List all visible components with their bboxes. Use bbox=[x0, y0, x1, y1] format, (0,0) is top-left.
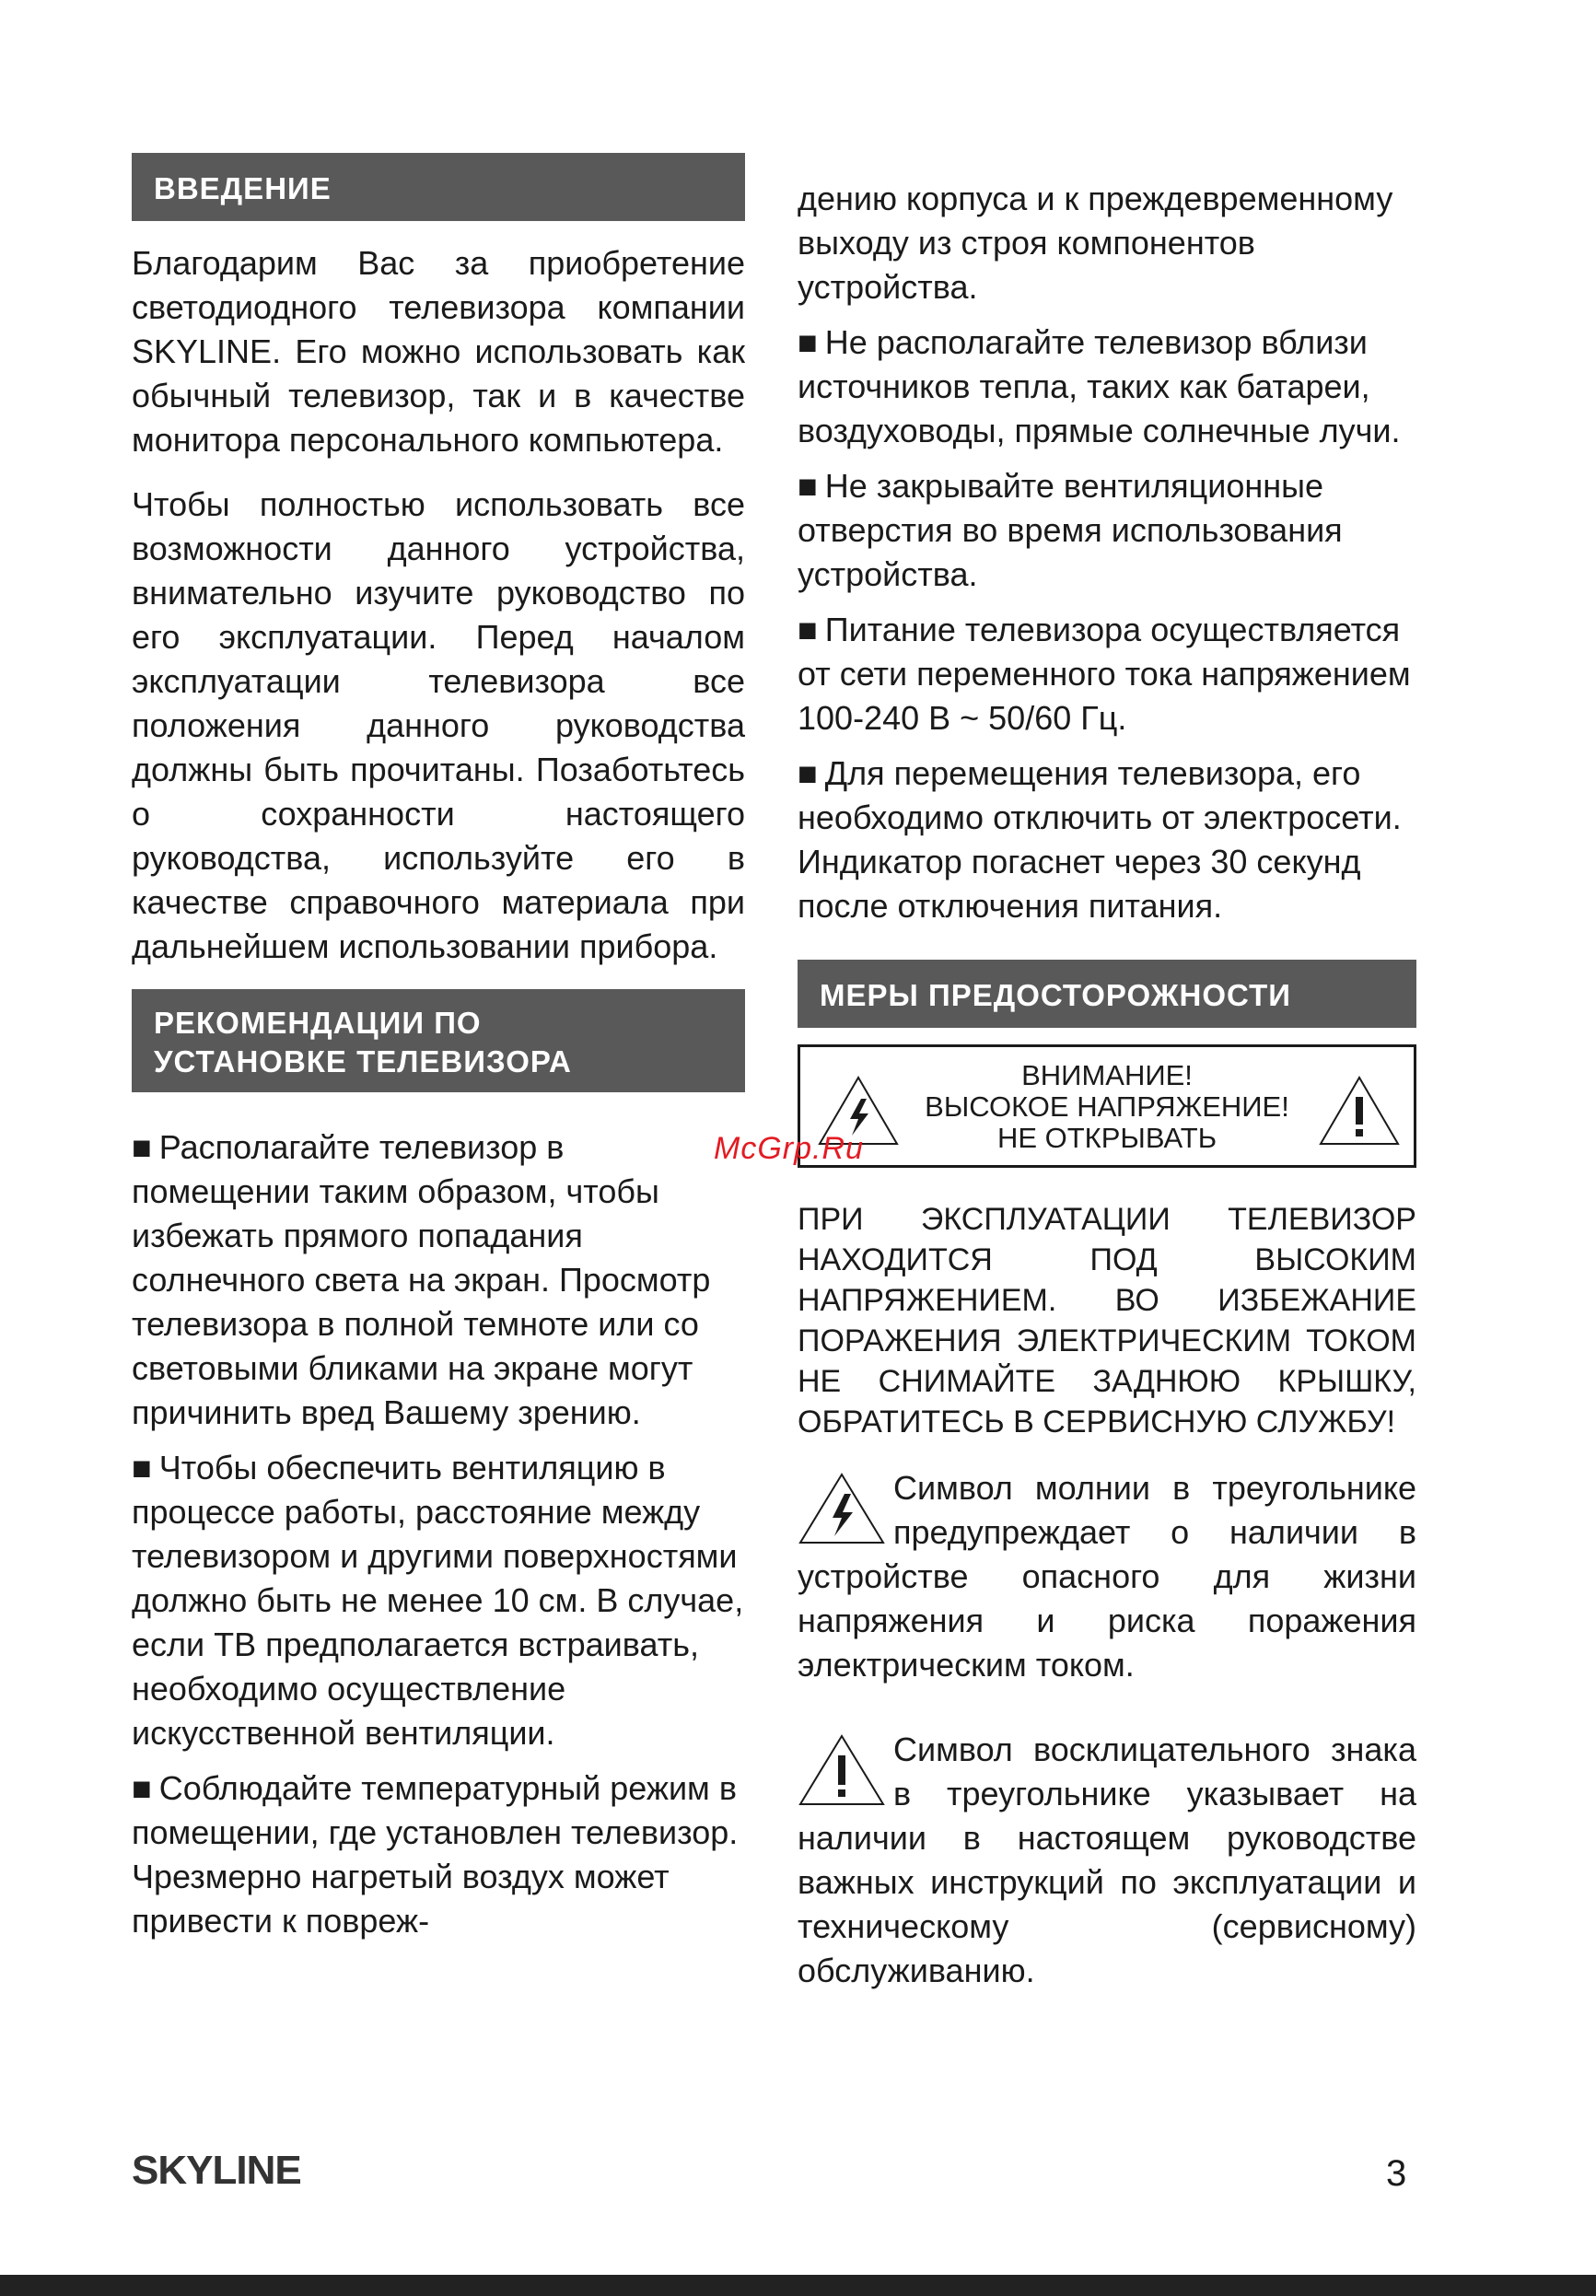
install-item-5-text: Не закрывайте вентиляционные отверстия во время использования устройства. bbox=[798, 467, 1343, 593]
bullet-icon: ■ bbox=[132, 1769, 152, 1807]
install-item-4 bbox=[798, 321, 1416, 453]
bullet-icon: ■ bbox=[132, 1128, 152, 1166]
high-voltage-caps-text: ПРИ ЭКСПЛУАТАЦИИ ТЕЛЕВИЗОР НАХОДИТСЯ ПОД ВЫСОКИМ НАПРЯЖЕНИЕМ. ВО ИЗБЕЖАНИЕ ПОРАЖЕНИЯ ЭЛЕКТРИЧЕСКИМ ТОКОМ НЕ СНИМАЙТЕ ЗАДНЮЮ КРЫШКУ, ОБРАТИТЕСЬ В СЕРВИСНУЮ СЛУЖБУ! bbox=[798, 1202, 1416, 1439]
warning-line-2: ВЫСОКОЕ НАПРЯЖЕНИЕ! bbox=[925, 1090, 1289, 1123]
bullet-icon: ■ bbox=[798, 323, 818, 361]
page-number: 3 bbox=[1386, 2153, 1407, 2194]
lightning-triangle-icon bbox=[798, 1472, 886, 1545]
install-item-3-text-start: Соблюдайте температурный режим в помещении, где установлен телевизор. Чрезмерно нагретый воздух может привести к повреж- bbox=[132, 1769, 739, 1940]
skyline-logo: SKYLINE bbox=[132, 2148, 301, 2193]
right-column bbox=[798, 177, 1416, 1993]
bullet-icon: ■ bbox=[132, 1449, 152, 1486]
intro-paragraph-2: Чтобы полностью использовать все возможности данного устройства, внимательно изучите руководство по его эксплуатации. Перед началом эксплуатации телевизора все положения данного руководства должны быть прочитаны. Позаботьтесь о сохранности настоящего руководства, используйте его в качестве справочного материала при дальнейшем использовании прибора. bbox=[132, 485, 745, 965]
intro-heading: ВВЕДЕНИЕ bbox=[132, 153, 745, 221]
warning-line-1: ВНИМАНИЕ! bbox=[1021, 1059, 1193, 1091]
install-item-1 bbox=[132, 1125, 745, 1435]
install-item-7-text: Для перемещения телевизора, его необходимо отключить от электросети. Индикатор погаснет через 30 секунд после отключения питания. bbox=[798, 754, 1402, 925]
install-item-4-text: Не располагайте телевизор вблизи источников тепла, таких как батареи, воздуховоды, прямые солнечные лучи. bbox=[798, 323, 1401, 449]
install-heading bbox=[132, 989, 745, 1092]
install-item-6 bbox=[798, 608, 1416, 740]
lightning-symbol-text: Символ молнии в треугольнике предупреждает о наличии в устройстве опасного для жизни напряжения и риска поражения электрическим током. bbox=[798, 1469, 1416, 1684]
exclamation-triangle-icon bbox=[1318, 1075, 1401, 1147]
install-item-3 bbox=[132, 1766, 745, 1943]
install-item-2 bbox=[132, 1446, 745, 1755]
safety-heading: МЕРЫ ПРЕДОСТОРОЖНОСТИ bbox=[798, 960, 1416, 1028]
bullet-icon: ■ bbox=[798, 467, 818, 505]
watermark: McGrp.Ru bbox=[714, 1131, 864, 1166]
install-item-2-text: Чтобы обеспечить вентиляцию в процессе работы, расстояние между телевизором и другими поверхностями должно быть не менее 10 см. В случае, если ТВ предполагается встраивать, необходимо осуществление искусственной вентиляции. bbox=[132, 1449, 744, 1752]
lightning-symbol-block bbox=[798, 1466, 1416, 1687]
install-item-3-continued: дению корпуса и к преждевременному выходу из строя компонентов устройства. bbox=[798, 180, 1393, 306]
intro-paragraph-1: Благодарим Вас за приобретение светодиодного телевизора компании SKYLINE. Его можно использовать как обычный телевизор, так и в качестве монитора персонального компьютера. bbox=[132, 244, 745, 459]
bullet-icon: ■ bbox=[798, 754, 818, 792]
warning-line-3: НЕ ОТКРЫВАТЬ bbox=[996, 1122, 1217, 1154]
install-item-7 bbox=[798, 752, 1416, 928]
exclamation-symbol-text: Символ восклицательного знака в треугольнике указывает на наличии в настоящем руководстве важных инструкций по эксплуатации и техническому (сервисному) обслуживанию. bbox=[798, 1731, 1416, 1989]
left-column bbox=[132, 153, 745, 1943]
bullet-icon: ■ bbox=[798, 611, 818, 648]
install-item-5 bbox=[798, 464, 1416, 597]
exclamation-triangle-icon bbox=[798, 1733, 886, 1807]
install-heading-line-2: УСТАНОВКЕ ТЕЛЕВИЗОРА bbox=[154, 1044, 572, 1078]
high-voltage-warning-box bbox=[798, 1044, 1416, 1168]
install-item-6-text: Питание телевизора осуществляется от сети переменного тока напряжением 100-240 В ~ 50/60 Гц. bbox=[798, 611, 1411, 737]
install-item-1-text: Располагайте телевизор в помещении таким образом, чтобы избежать прямого попадания солнечного света на экран. Просмотр телевизора в полной темноте или со световыми бликами на экране могут причинить вред Вашему зрению. bbox=[132, 1128, 711, 1431]
bottom-edge-strip bbox=[0, 2275, 1596, 2296]
install-heading-line-1: РЕКОМЕНДАЦИИ ПО bbox=[154, 1006, 482, 1040]
exclamation-symbol-block bbox=[798, 1728, 1416, 1993]
